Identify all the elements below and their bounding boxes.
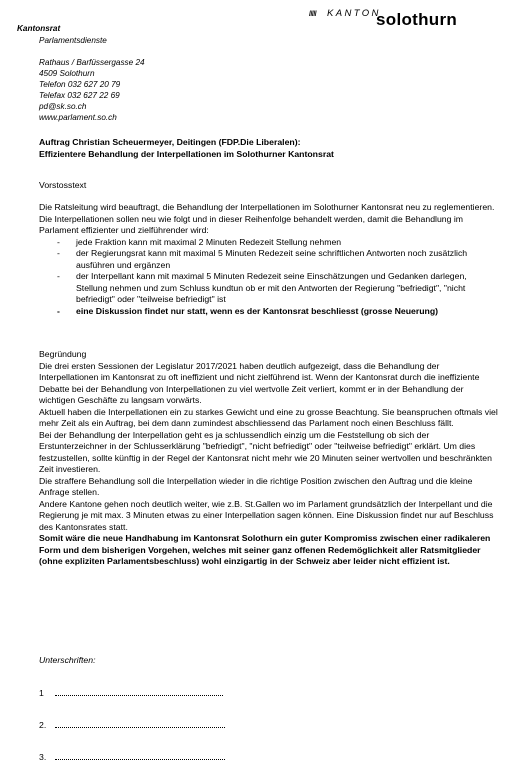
signature-dotted-line (55, 719, 225, 728)
list-item: - jede Fraktion kann mit maximal 2 Minuten Redezeit Stellung nehmen (57, 236, 342, 247)
dash-bullet: - (57, 248, 60, 258)
list-item: - eine Diskussion findet nur statt, wenn es der Kantonsrat beschliesst (grosse Neuerung) (57, 305, 439, 316)
list-item: - der Interpellant kann mit maximal 5 Minuten Redezeit seine Einschätzungen und Gedanken darlegen, Stellung nehmen und zum Schluss kundtun ob er mit den Antworten der Regierung "befriedigt", "nicht befriedigt" oder "teilweise befriedigt" ist (57, 271, 467, 304)
sender-city: 4509 Solothurn (39, 69, 95, 78)
signature-number: 1 (39, 688, 44, 698)
title-line-1: Auftrag Christian Scheuermeyer, Deitingen (FDP.Die Liberalen): (39, 137, 301, 147)
document-title (39, 137, 499, 160)
logo-bars-icon: ///// (309, 11, 317, 18)
vorstoss-intro: Die Ratsleitung wird beauftragt, die Behandlung der Interpellationen im Solothurner Kantonsrat neu zu reglementieren. Die Interpellationen sollen neu wie folgt und in dieser Reihenfolge behandelt werden, damit die Behandlung im Parlament effizienter und zielführender wird: (39, 202, 495, 235)
begruendung-heading: Begründung (39, 349, 87, 359)
dash-bullet: - (57, 236, 60, 247)
dash-bullet: - (57, 271, 60, 281)
vorstoss-body (39, 202, 499, 317)
begruendung-conclusion: Somit wäre die neue Handhabung im Kantonsrat Solothurn ein guter Kompromiss zwischen einer radikaleren Form und dem bisherigen Vorgehen, welches mit seiner ganz offenen Redemöglichkeit aller Ratsmitglieder (ohne expliziten Parlamentsbeschluss) wohl einzigartig in der Schweiz aber leider nicht effizient ist. (39, 533, 491, 566)
vorstoss-heading: Vorstosstext (39, 180, 87, 190)
begruendung-paragraph: Aktuell haben die Interpellationen ein zu starkes Gewicht und eine zu grosse Beachtung. Sie beanspruchen oftmals viel mehr Zeit als ein Auftrag, bei dem dann zumindest abschliessend das Parlament noch einen Beschluss fällt. (39, 406, 498, 428)
logo-kanton-text: KANTON (327, 8, 381, 19)
signatures-label: Unterschriften: (39, 655, 96, 665)
sender-dept: Parlamentsdienste (39, 36, 107, 45)
sender-name: Kantonsrat (17, 24, 61, 33)
signature-line-1[interactable] (39, 687, 223, 698)
dash-bullet: - (57, 305, 60, 316)
begruendung-paragraph: Die straffere Behandlung soll die Interpellation wieder in die richtige Position zwischen den Auftrag und die kleine Anfrage stellen. (39, 475, 473, 497)
sender-street: Rathaus / Barfüssergasse 24 (39, 58, 145, 67)
signature-number: 2. (39, 720, 47, 730)
sender-web[interactable]: www.parlament.so.ch (39, 113, 117, 122)
vorstoss-list (39, 237, 499, 318)
begruendung-section (39, 349, 499, 568)
signature-dotted-line (55, 751, 225, 760)
signature-number: 3. (39, 752, 47, 762)
begruendung-paragraph: Andere Kantone gehen noch deutlich weiter, wie z.B. St.Gallen wo im Parlament grundsätzlich der Interpellant und die Regierung je mit max. 3 Minuten etwas zu einer Interpellation sagen können. Eine Diskussion findet nur auf Beschluss des Kantonsrates statt. (39, 498, 494, 532)
signature-dotted-line (55, 687, 223, 696)
list-item: - der Regierungsrat kann mit maximal 5 Minuten Redezeit seine schriftlichen Antworten noch zusätzlich ausführen und ergänzen (57, 248, 468, 270)
begruendung-paragraph: Bei der Behandlung der Interpellation geht es ja schlussendlich einzig um die Feststellung ob sich der Erstunterzeichner in der Schlusserklärung "befriedigt", "nicht befriedigt" oder "teilweise befriedigt" erklärt. Um dies festzustellen, sollte künftig in der Regel der Kantonsrat nicht mehr wie 20 Minuten seiner wertvollen und beschränkten Zeit investieren. (39, 429, 492, 474)
signature-line-2[interactable] (39, 719, 225, 730)
logo-solothurn-text: solothurn (376, 10, 458, 29)
begruendung-paragraph: Die drei ersten Sessionen der Legislatur 2017/2021 haben deutlich aufgezeigt, dass die Behandlung der Interpellationen im Kantonsrat zu oft ineffizient und nicht zielführend ist. Wenn der Kantonsrat durch die ineffiziente Debatte bei der Behandlung von Interpellationen zu viel wertvolle Zeit verliert, kommt er in der Behandlung der wichtigen Geschäfte zu langsam vorwärts. (39, 360, 480, 405)
signature-line-3[interactable] (39, 751, 225, 762)
sender-fax: Telefax 032 627 22 69 (39, 91, 120, 100)
title-line-2: Effizientere Behandlung der Interpellationen im Solothurner Kantonsrat (39, 148, 334, 159)
sender-email[interactable]: pd@sk.so.ch (39, 102, 87, 111)
sender-phone: Telefon 032 627 20 79 (39, 80, 121, 89)
